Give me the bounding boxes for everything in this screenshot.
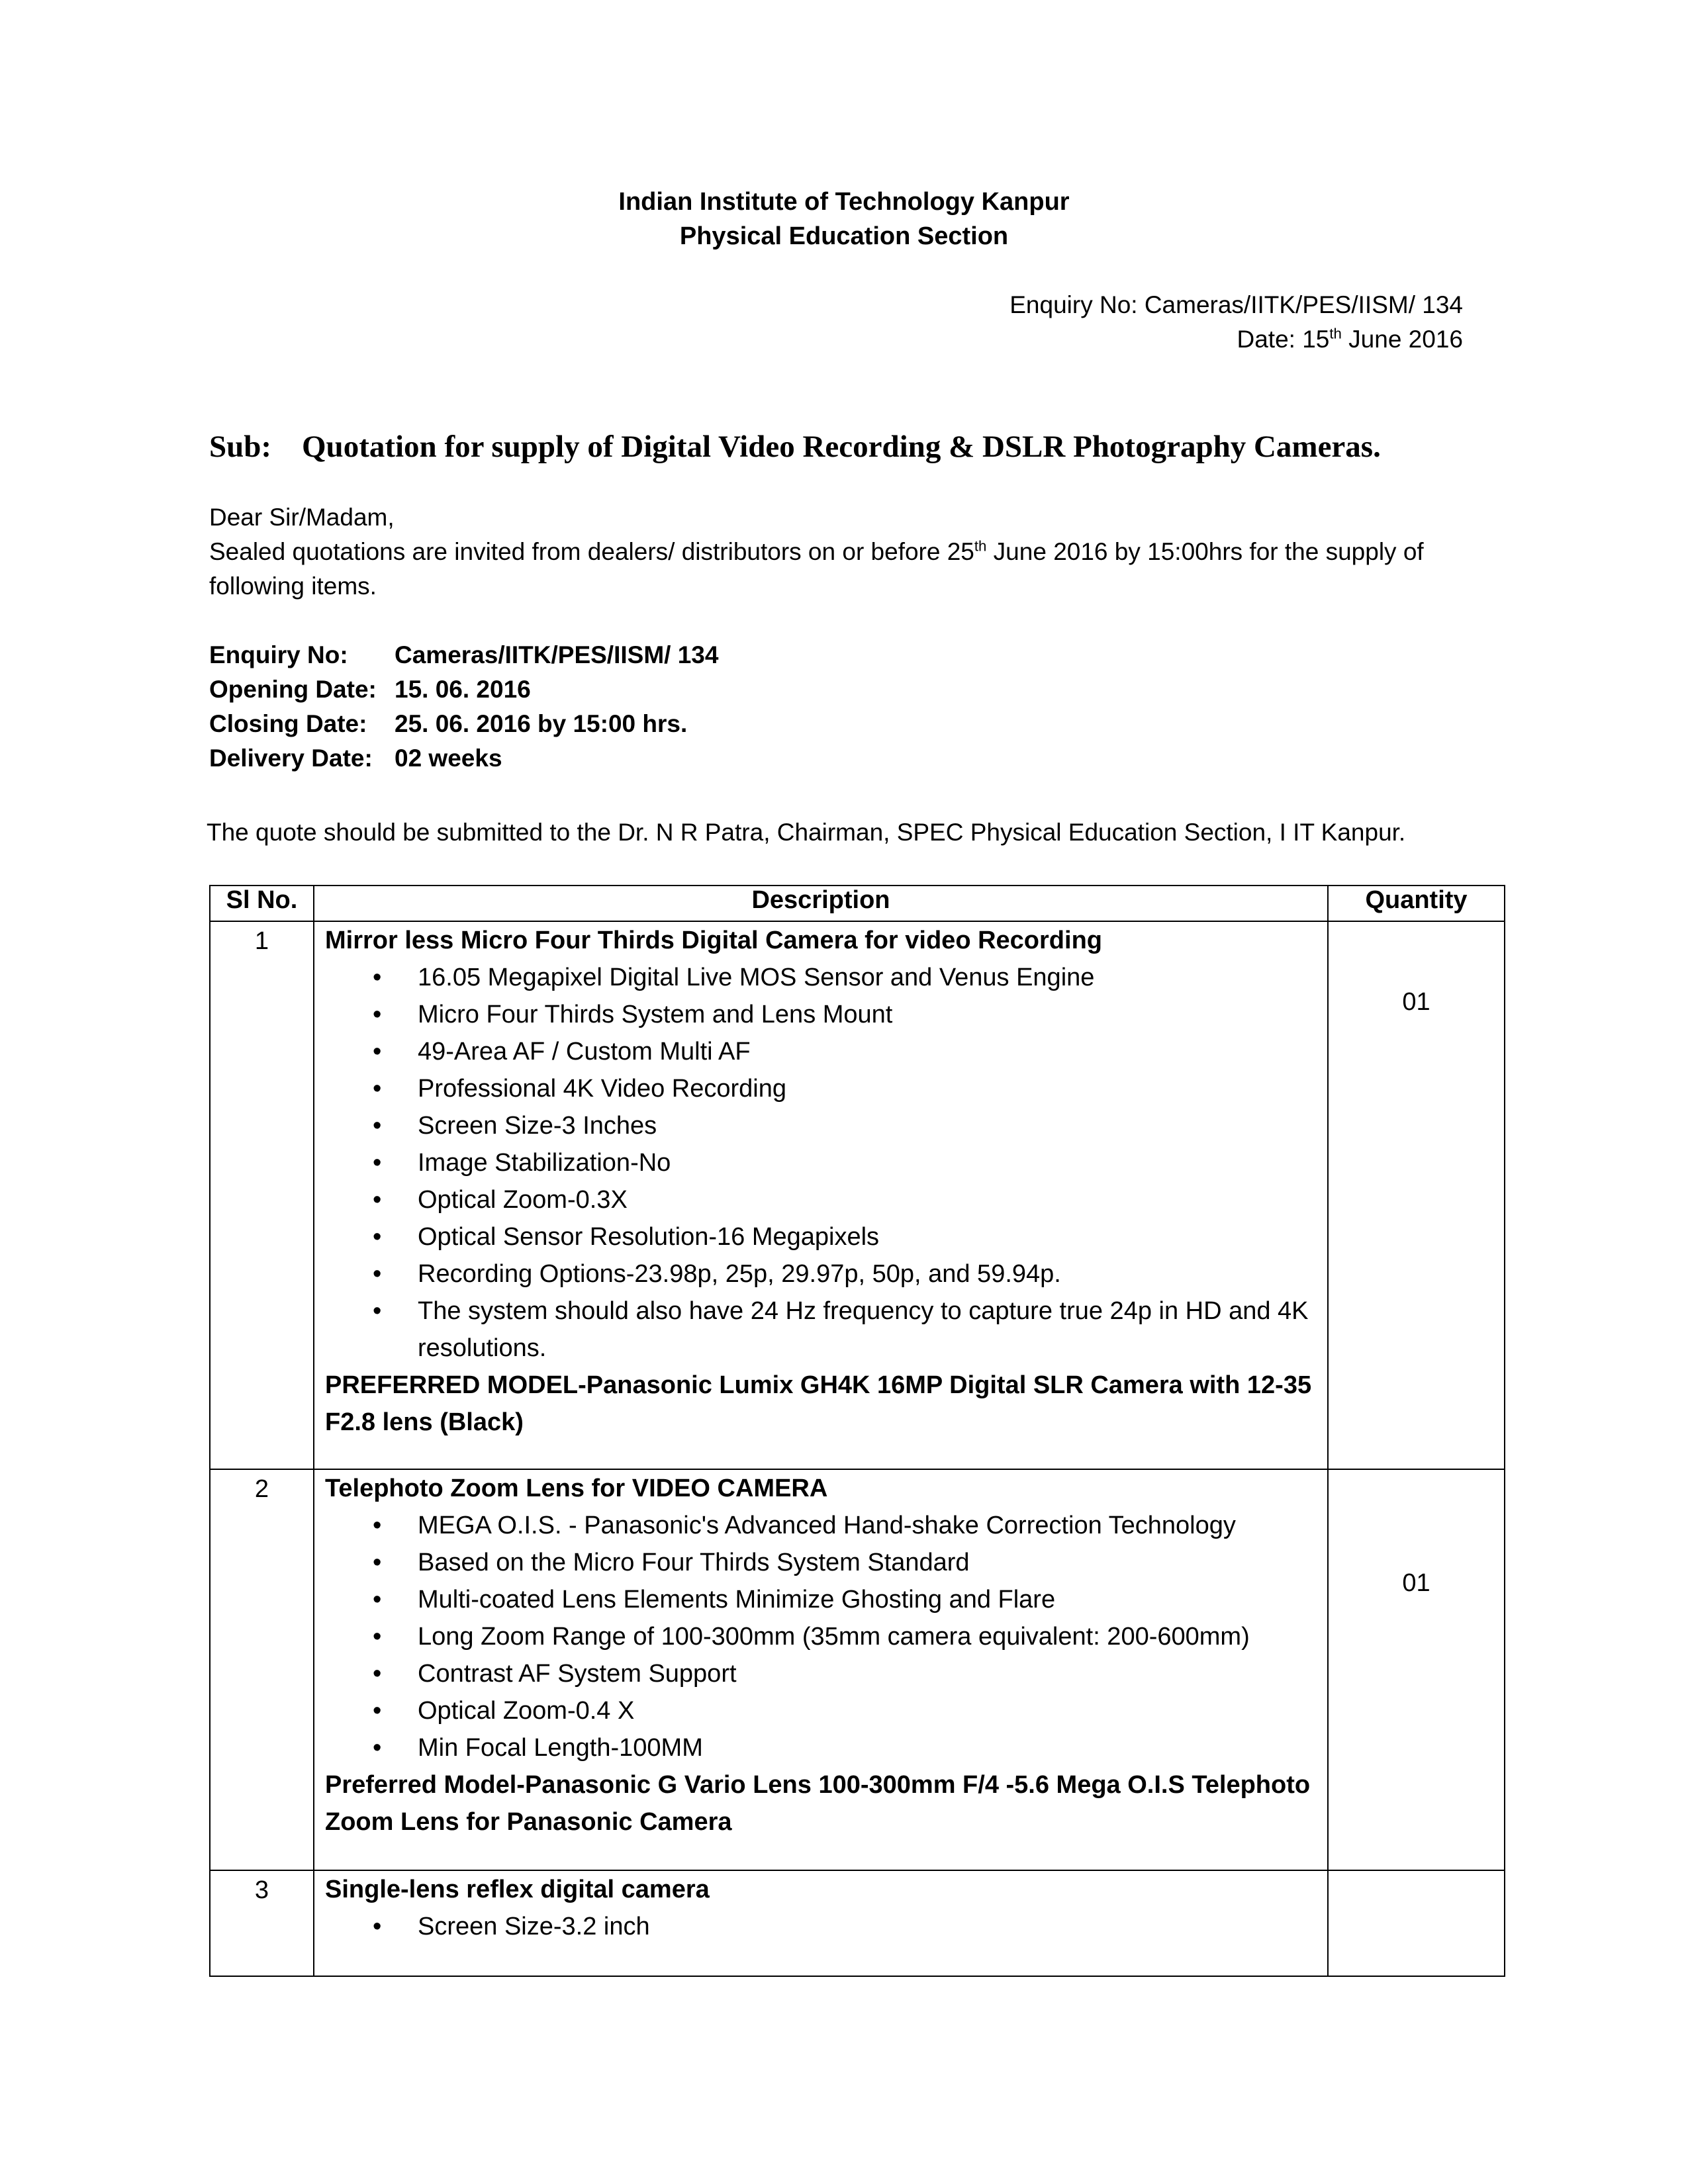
list-item: • Based on the Micro Four Thirds System Standard	[418, 1544, 1317, 1581]
row-number: 2	[210, 1469, 314, 1870]
list-item: • Long Zoom Range of 100-300mm (35mm camera equivalent: 200-600mm)	[418, 1618, 1317, 1655]
table-row	[210, 1870, 1505, 1976]
row-quantity	[1328, 1870, 1505, 1976]
meta-row: Enquiry No: Cameras/IITK/PES/IISM/ 134	[209, 641, 719, 668]
list-item: • Optical Zoom-0.4 X	[418, 1692, 1317, 1729]
meta-row: Delivery Date: 02 weeks	[209, 745, 502, 772]
row-number: 3	[210, 1870, 314, 1976]
meta-row: Closing Date: 25. 06. 2016 by 15:00 hrs.	[209, 710, 688, 737]
spec-list	[325, 959, 1317, 1367]
institute-name: Indian Institute of Technology Kanpur	[618, 188, 1070, 216]
list-item: • Optical Sensor Resolution-16 Megapixels	[418, 1218, 1317, 1255]
list-item: • Image Stabilization-No	[418, 1144, 1317, 1181]
item-title: Single-lens reflex digital camera	[325, 1876, 710, 1903]
row-description	[314, 1469, 1328, 1870]
spec-list	[325, 1507, 1317, 1766]
list-item: • 49-Area AF / Custom Multi AF	[418, 1033, 1317, 1070]
list-item: • Micro Four Thirds System and Lens Mount	[418, 996, 1317, 1033]
list-item: • Contrast AF System Support	[418, 1655, 1317, 1692]
meta-row: Opening Date: 15. 06. 2016	[209, 676, 531, 703]
row-number: 1	[210, 921, 314, 1469]
salutation: Dear Sir/Madam,	[209, 504, 395, 531]
items-table	[209, 885, 1505, 1977]
list-item: • Multi-coated Lens Elements Minimize Ghosting and Flare	[418, 1581, 1317, 1618]
row-description	[314, 1870, 1328, 1976]
item-title: Mirror less Micro Four Thirds Digital Camera for video Recording	[325, 927, 1102, 954]
row-quantity: 01	[1328, 1469, 1505, 1870]
spec-list	[325, 1908, 1317, 1945]
submission-note: The quote should be submitted to the Dr. N R Patra, Chairman, SPEC Physical Education Section, I IT Kanpur.	[207, 819, 1406, 846]
table-row	[210, 921, 1505, 1469]
list-item: • Professional 4K Video Recording	[418, 1070, 1317, 1107]
enquiry-reference: Enquiry No: Cameras/IITK/PES/IISM/ 134	[1009, 291, 1463, 318]
list-item: • Recording Options-23.98p, 25p, 29.97p, 50p, and 59.94p.	[418, 1255, 1317, 1293]
subject-text: Quotation for supply of Digital Video Recording & DSLR Photography Cameras.	[302, 430, 1381, 464]
list-item: • Screen Size-3 Inches	[418, 1107, 1317, 1144]
subject-line	[209, 429, 1381, 465]
row-description	[314, 921, 1328, 1469]
letter-date: Date: 15th June 2016	[1237, 325, 1463, 353]
row-quantity: 01	[1328, 921, 1505, 1469]
list-item: • Min Focal Length-100MM	[418, 1729, 1317, 1766]
preferred-model: Preferred Model-Panasonic G Vario Lens 100-300mm F/4 -5.6 Mega O.I.S Telephoto Zoom Lens for Panasonic Camera	[325, 1771, 1311, 1836]
section-name: Physical Education Section	[679, 222, 1009, 250]
item-title: Telephoto Zoom Lens for VIDEO CAMERA	[325, 1475, 828, 1502]
header-sl-no: Sl No.	[210, 886, 314, 921]
list-item: • 16.05 Megapixel Digital Live MOS Sensor and Venus Engine	[418, 959, 1317, 996]
table-row	[210, 1469, 1505, 1870]
header-description: Description	[314, 886, 1328, 921]
list-item: • The system should also have 24 Hz frequency to capture true 24p in HD and 4K resolutions.	[418, 1293, 1317, 1367]
letter-body: Sealed quotations are invited from dealers/ distributors on or before 25th June 2016 by 15:00hrs for the supply of following items.	[209, 537, 1424, 600]
subject-label: Sub:	[209, 430, 272, 464]
list-item: • Screen Size-3.2 inch	[418, 1908, 1317, 1945]
list-item: • MEGA O.I.S. - Panasonic's Advanced Hand-shake Correction Technology	[418, 1507, 1317, 1544]
preferred-model: PREFERRED MODEL-Panasonic Lumix GH4K 16MP Digital SLR Camera with 12-35 F2.8 lens (Black)	[325, 1371, 1312, 1436]
enquiry-details	[209, 638, 718, 776]
header-quantity: Quantity	[1328, 886, 1505, 921]
table-header-row	[210, 886, 1505, 921]
list-item: • Optical Zoom-0.3X	[418, 1181, 1317, 1218]
